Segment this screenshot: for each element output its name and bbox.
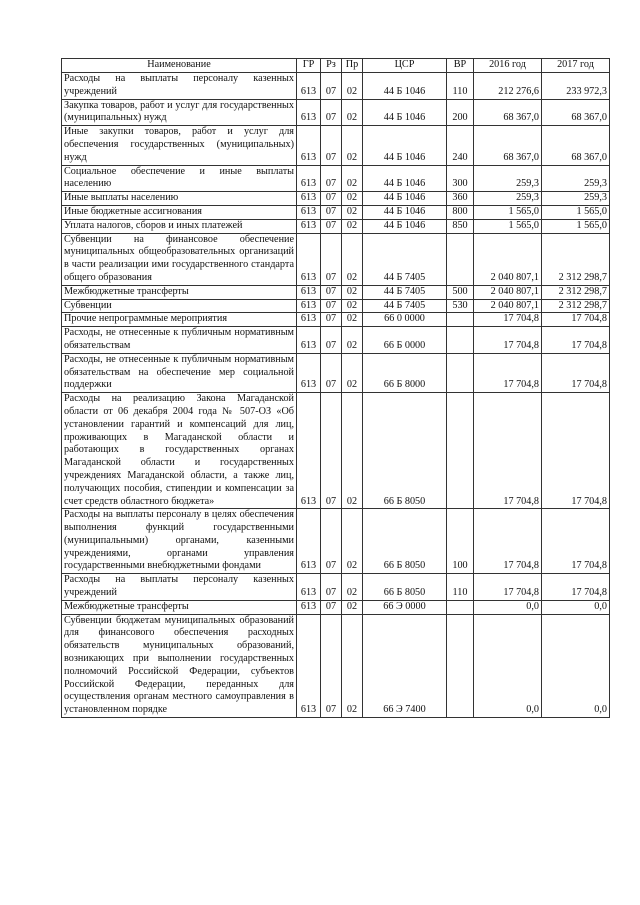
table-row bbox=[62, 327, 610, 354]
cell-gr: 613 bbox=[297, 509, 321, 574]
table-row bbox=[62, 600, 610, 614]
cell-gr: 613 bbox=[297, 192, 321, 206]
cell-csr: 44 Б 1046 bbox=[363, 219, 447, 233]
cell-2016: 17 704,8 bbox=[474, 574, 542, 601]
cell-2016: 2 040 807,1 bbox=[474, 299, 542, 313]
cell-vr: 110 bbox=[447, 73, 474, 100]
cell-name: Уплата налогов, сборов и иных платежей bbox=[62, 219, 297, 233]
cell-name: Прочие непрограммные мероприятия bbox=[62, 313, 297, 327]
table-row bbox=[62, 219, 610, 233]
table-row bbox=[62, 205, 610, 219]
cell-gr: 613 bbox=[297, 313, 321, 327]
table-row bbox=[62, 509, 610, 574]
cell-2016: 1 565,0 bbox=[474, 205, 542, 219]
cell-csr: 66 Э 7400 bbox=[363, 614, 447, 717]
cell-2017: 68 367,0 bbox=[542, 99, 610, 126]
cell-pr: 02 bbox=[342, 327, 363, 354]
cell-csr: 44 Б 7405 bbox=[363, 299, 447, 313]
table-row bbox=[62, 73, 610, 100]
cell-2016: 17 704,8 bbox=[474, 313, 542, 327]
cell-2016: 2 040 807,1 bbox=[474, 285, 542, 299]
cell-2017: 17 704,8 bbox=[542, 574, 610, 601]
table-row bbox=[62, 574, 610, 601]
cell-2017: 17 704,8 bbox=[542, 509, 610, 574]
cell-name: Иные выплаты населению bbox=[62, 192, 297, 206]
table-header-row bbox=[62, 59, 610, 73]
cell-pr: 02 bbox=[342, 192, 363, 206]
cell-pr: 02 bbox=[342, 219, 363, 233]
cell-2017: 17 704,8 bbox=[542, 353, 610, 392]
cell-pr: 02 bbox=[342, 600, 363, 614]
table-row bbox=[62, 313, 610, 327]
table-row bbox=[62, 126, 610, 165]
cell-rz: 07 bbox=[321, 73, 342, 100]
cell-csr: 66 Б 8000 bbox=[363, 353, 447, 392]
cell-2016: 259,3 bbox=[474, 192, 542, 206]
cell-rz: 07 bbox=[321, 393, 342, 509]
cell-vr: 110 bbox=[447, 574, 474, 601]
col-header-vr: ВР bbox=[447, 59, 474, 73]
cell-gr: 613 bbox=[297, 219, 321, 233]
cell-gr: 613 bbox=[297, 327, 321, 354]
cell-name: Субвенции bbox=[62, 299, 297, 313]
cell-vr bbox=[447, 353, 474, 392]
cell-pr: 02 bbox=[342, 313, 363, 327]
cell-csr: 44 Б 1046 bbox=[363, 126, 447, 165]
cell-vr bbox=[447, 614, 474, 717]
cell-gr: 613 bbox=[297, 165, 321, 192]
table-row bbox=[62, 285, 610, 299]
cell-name: Расходы на выплаты персоналу казенных учреждений bbox=[62, 574, 297, 601]
col-header-gr: ГР bbox=[297, 59, 321, 73]
cell-gr: 613 bbox=[297, 99, 321, 126]
cell-rz: 07 bbox=[321, 299, 342, 313]
col-header-name: Наименование bbox=[62, 59, 297, 73]
cell-csr: 44 Б 1046 bbox=[363, 73, 447, 100]
cell-gr: 613 bbox=[297, 614, 321, 717]
cell-name: Иные бюджетные ассигнования bbox=[62, 205, 297, 219]
cell-pr: 02 bbox=[342, 233, 363, 285]
cell-csr: 44 Б 1046 bbox=[363, 192, 447, 206]
cell-gr: 613 bbox=[297, 574, 321, 601]
cell-rz: 07 bbox=[321, 233, 342, 285]
cell-csr: 44 Б 7405 bbox=[363, 233, 447, 285]
cell-vr: 240 bbox=[447, 126, 474, 165]
cell-pr: 02 bbox=[342, 126, 363, 165]
col-header-csr: ЦСР bbox=[363, 59, 447, 73]
cell-2017: 17 704,8 bbox=[542, 327, 610, 354]
cell-2016: 68 367,0 bbox=[474, 99, 542, 126]
cell-pr: 02 bbox=[342, 574, 363, 601]
cell-name: Субвенции на финансовое обеспечение муниципальных общеобразовательных организаций в части реализации ими государственного стандарта общего образования bbox=[62, 233, 297, 285]
cell-csr: 44 Б 7405 bbox=[363, 285, 447, 299]
cell-2017: 0,0 bbox=[542, 614, 610, 717]
cell-2017: 0,0 bbox=[542, 600, 610, 614]
col-header-rz: Рз bbox=[321, 59, 342, 73]
cell-csr: 66 Б 8050 bbox=[363, 509, 447, 574]
cell-csr: 44 Б 1046 bbox=[363, 165, 447, 192]
cell-pr: 02 bbox=[342, 509, 363, 574]
cell-2017: 17 704,8 bbox=[542, 393, 610, 509]
cell-pr: 02 bbox=[342, 205, 363, 219]
cell-gr: 613 bbox=[297, 353, 321, 392]
table-row bbox=[62, 165, 610, 192]
cell-2017: 259,3 bbox=[542, 165, 610, 192]
cell-rz: 07 bbox=[321, 313, 342, 327]
cell-2017: 233 972,3 bbox=[542, 73, 610, 100]
cell-rz: 07 bbox=[321, 574, 342, 601]
cell-rz: 07 bbox=[321, 219, 342, 233]
cell-2016: 259,3 bbox=[474, 165, 542, 192]
cell-rz: 07 bbox=[321, 126, 342, 165]
cell-csr: 44 Б 1046 bbox=[363, 205, 447, 219]
budget-table bbox=[61, 58, 610, 718]
cell-rz: 07 bbox=[321, 327, 342, 354]
cell-rz: 07 bbox=[321, 600, 342, 614]
cell-2016: 17 704,8 bbox=[474, 327, 542, 354]
cell-vr bbox=[447, 393, 474, 509]
cell-name: Межбюджетные трансферты bbox=[62, 285, 297, 299]
table-row bbox=[62, 233, 610, 285]
cell-pr: 02 bbox=[342, 285, 363, 299]
cell-2017: 2 312 298,7 bbox=[542, 285, 610, 299]
col-header-2016: 2016 год bbox=[474, 59, 542, 73]
cell-rz: 07 bbox=[321, 285, 342, 299]
cell-name: Субвенции бюджетам муниципальных образований для финансового обеспечения расходных обязательств муниципальных образований, возникающих при выполнении государственных полномочий Российской Федерации, субъектов Российской Федерации, переданных для осуществления органам местного самоуправления в установленном порядке bbox=[62, 614, 297, 717]
cell-pr: 02 bbox=[342, 393, 363, 509]
cell-rz: 07 bbox=[321, 614, 342, 717]
cell-gr: 613 bbox=[297, 285, 321, 299]
cell-2017: 1 565,0 bbox=[542, 205, 610, 219]
cell-2016: 0,0 bbox=[474, 614, 542, 717]
cell-vr: 850 bbox=[447, 219, 474, 233]
cell-pr: 02 bbox=[342, 353, 363, 392]
cell-gr: 613 bbox=[297, 73, 321, 100]
cell-gr: 613 bbox=[297, 233, 321, 285]
cell-rz: 07 bbox=[321, 99, 342, 126]
cell-2017: 1 565,0 bbox=[542, 219, 610, 233]
col-header-pr: Пр bbox=[342, 59, 363, 73]
table-row bbox=[62, 614, 610, 717]
cell-csr: 66 0 0000 bbox=[363, 313, 447, 327]
table-row bbox=[62, 99, 610, 126]
cell-2016: 17 704,8 bbox=[474, 353, 542, 392]
cell-gr: 613 bbox=[297, 600, 321, 614]
cell-name: Расходы на выплаты персоналу казенных учреждений bbox=[62, 73, 297, 100]
cell-csr: 66 Б 0000 bbox=[363, 327, 447, 354]
cell-gr: 613 bbox=[297, 393, 321, 509]
cell-2017: 68 367,0 bbox=[542, 126, 610, 165]
cell-rz: 07 bbox=[321, 509, 342, 574]
cell-2016: 17 704,8 bbox=[474, 393, 542, 509]
cell-gr: 613 bbox=[297, 299, 321, 313]
cell-name: Иные закупки товаров, работ и услуг для обеспечения государственных (муниципальных) нужд bbox=[62, 126, 297, 165]
cell-pr: 02 bbox=[342, 73, 363, 100]
cell-name: Социальное обеспечение и иные выплаты населению bbox=[62, 165, 297, 192]
cell-vr: 300 bbox=[447, 165, 474, 192]
col-header-2017: 2017 год bbox=[542, 59, 610, 73]
cell-vr bbox=[447, 327, 474, 354]
cell-name: Расходы на реализацию Закона Магаданской области от 06 декабря 2004 года № 507-ОЗ «Об установлении гарантий и компенсаций для лиц, проживающих в Магаданской области и работающих в государственных органах Магаданской области и государственных учреждениях Магаданской области, а также лиц, получающих пособия, стипендии и компенсации за счет средств областного бюджета» bbox=[62, 393, 297, 509]
cell-pr: 02 bbox=[342, 99, 363, 126]
cell-name: Межбюджетные трансферты bbox=[62, 600, 297, 614]
cell-vr: 500 bbox=[447, 285, 474, 299]
cell-gr: 613 bbox=[297, 126, 321, 165]
cell-vr bbox=[447, 233, 474, 285]
cell-2016: 0,0 bbox=[474, 600, 542, 614]
cell-name: Расходы, не отнесенные к публичным нормативным обязательствам bbox=[62, 327, 297, 354]
cell-csr: 44 Б 1046 bbox=[363, 99, 447, 126]
cell-pr: 02 bbox=[342, 165, 363, 192]
cell-vr: 100 bbox=[447, 509, 474, 574]
cell-2017: 2 312 298,7 bbox=[542, 299, 610, 313]
table-row bbox=[62, 192, 610, 206]
cell-name: Расходы на выплаты персоналу в целях обеспечения выполнения функций государственными (муниципальными) органами, казенными учреждениями, органами управления государственными внебюджетными фондами bbox=[62, 509, 297, 574]
cell-2016: 17 704,8 bbox=[474, 509, 542, 574]
cell-csr: 66 Э 0000 bbox=[363, 600, 447, 614]
cell-csr: 66 Б 8050 bbox=[363, 393, 447, 509]
cell-2017: 17 704,8 bbox=[542, 313, 610, 327]
cell-pr: 02 bbox=[342, 299, 363, 313]
cell-vr: 800 bbox=[447, 205, 474, 219]
cell-2016: 1 565,0 bbox=[474, 219, 542, 233]
cell-rz: 07 bbox=[321, 192, 342, 206]
cell-vr: 360 bbox=[447, 192, 474, 206]
cell-name: Закупка товаров, работ и услуг для государственных (муниципальных) нужд bbox=[62, 99, 297, 126]
cell-pr: 02 bbox=[342, 614, 363, 717]
cell-2016: 68 367,0 bbox=[474, 126, 542, 165]
table-row bbox=[62, 393, 610, 509]
cell-name: Расходы, не отнесенные к публичным нормативным обязательствам на обеспечение мер социальной поддержки bbox=[62, 353, 297, 392]
cell-vr bbox=[447, 600, 474, 614]
cell-2016: 2 040 807,1 bbox=[474, 233, 542, 285]
cell-rz: 07 bbox=[321, 165, 342, 192]
cell-vr: 530 bbox=[447, 299, 474, 313]
cell-2016: 212 276,6 bbox=[474, 73, 542, 100]
document-page bbox=[61, 58, 609, 718]
table-row bbox=[62, 353, 610, 392]
cell-2017: 2 312 298,7 bbox=[542, 233, 610, 285]
cell-vr: 200 bbox=[447, 99, 474, 126]
cell-rz: 07 bbox=[321, 353, 342, 392]
table-row bbox=[62, 299, 610, 313]
cell-2017: 259,3 bbox=[542, 192, 610, 206]
cell-vr bbox=[447, 313, 474, 327]
cell-rz: 07 bbox=[321, 205, 342, 219]
cell-csr: 66 Б 8050 bbox=[363, 574, 447, 601]
cell-gr: 613 bbox=[297, 205, 321, 219]
